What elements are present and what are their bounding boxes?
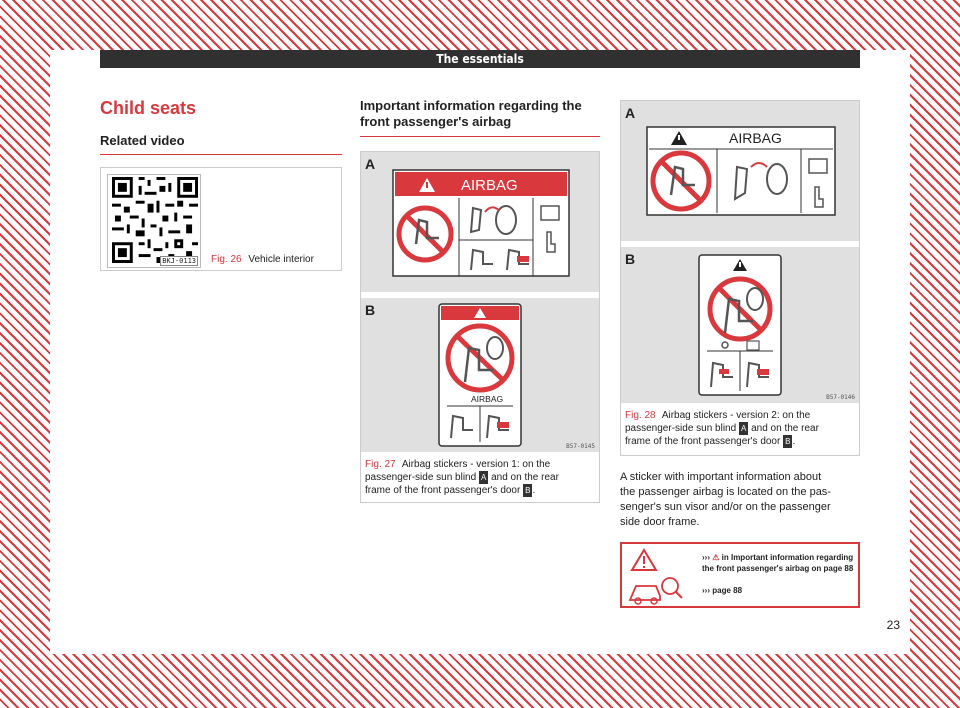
figure-caption-26 xyxy=(211,254,314,265)
chapter-title: Child seats xyxy=(100,98,197,118)
caption-mid: and on the rear xyxy=(491,472,559,483)
caption-line-2: passenger-side sun blind xyxy=(365,472,477,483)
section-title-important-info xyxy=(360,98,600,137)
figure-caption-28: Fig. 28 Airbag stickers - version 2: on the passenger-side sun blind A and on the rear frame of the front passenger's door B . xyxy=(625,410,819,447)
page-reference-text: page 88 xyxy=(712,586,743,595)
sticker-text: AIRBAG xyxy=(729,130,782,146)
warning-triangle-icon xyxy=(632,550,656,570)
panel-b-door-frame xyxy=(621,247,859,403)
caption-line-1: Airbag stickers - version 2: on the xyxy=(661,410,811,421)
figure-caption-27: Fig. 27 Airbag stickers - version 1: on the passenger-side sun blind A and on the rear frame of the front passenger's door B . xyxy=(365,459,559,496)
caption-line-3: frame of the front passenger's door xyxy=(365,485,521,496)
caption-line-2: passenger-side sun blind xyxy=(625,423,737,434)
airbag-sticker-horizontal xyxy=(361,152,599,292)
sticker-text: AIRBAG xyxy=(461,177,518,194)
warning-reference-link[interactable] xyxy=(702,552,858,574)
figure-number: Fig. 27 xyxy=(365,459,396,470)
warning-small-icon: ⚠ xyxy=(712,553,720,562)
section-title-related-video: Related video xyxy=(100,133,342,155)
caption-line-1: Airbag stickers - version 1: on the xyxy=(401,459,551,470)
body-line-2: the passenger airbag is located on the pas- xyxy=(620,486,831,498)
chapter-header: The essentials xyxy=(100,50,860,68)
panel-label-a: A xyxy=(625,105,636,121)
panel-label-b: B xyxy=(365,302,376,318)
body-paragraph xyxy=(620,470,856,530)
qr-code-icon xyxy=(112,177,198,263)
column-airbag-v2 xyxy=(620,100,860,608)
warning-icons xyxy=(626,546,696,608)
airbag-sticker-horizontal-v2 xyxy=(621,101,859,241)
ref-a: A xyxy=(740,424,747,433)
ref-b: B xyxy=(785,437,791,446)
column-child-seats xyxy=(100,98,342,271)
body-line-3: senger's sun visor and/or on the passenger xyxy=(620,501,831,513)
part-number: B57-0145 xyxy=(566,443,595,450)
page-reference-link[interactable] xyxy=(702,586,742,595)
figure-28 xyxy=(620,100,860,456)
ref-a: A xyxy=(480,473,487,482)
warning-line-1: in Important information regarding xyxy=(721,553,854,562)
column-airbag-v1 xyxy=(360,98,600,503)
qr-code[interactable] xyxy=(107,174,201,268)
body-line-4: side door frame. xyxy=(620,516,700,528)
manual-page xyxy=(50,50,910,654)
warning-reference-box xyxy=(620,542,860,608)
part-number: B57-0146 xyxy=(826,394,855,401)
video-box xyxy=(100,167,342,271)
panel-label-a: A xyxy=(365,156,376,172)
caption-mid: and on the rear xyxy=(751,423,819,434)
section-title-line-2: front passenger's airbag xyxy=(360,114,512,129)
airbag-sticker-vertical xyxy=(361,298,599,452)
panel-a-sun-blind xyxy=(621,101,859,241)
more-arrow: ››› xyxy=(702,586,710,595)
panel-a-sun-blind xyxy=(361,152,599,292)
warning-line-2: the front passenger's airbag on page 88 xyxy=(702,564,854,573)
caption-line-3: frame of the front passenger's door xyxy=(625,436,781,447)
environment-car-icon xyxy=(630,578,682,604)
ref-b: B xyxy=(525,486,531,495)
airbag-sticker-vertical-v2 xyxy=(621,247,859,403)
body-line-1: A sticker with important information about xyxy=(620,471,822,483)
panel-b-door-frame xyxy=(361,298,599,452)
figure-number: Fig. 28 xyxy=(625,410,656,421)
page-number: 23 xyxy=(886,618,900,632)
figure-caption-text: Vehicle interior xyxy=(248,254,314,265)
section-title-line-1: Important information regarding the xyxy=(360,98,582,113)
panel-label-b: B xyxy=(625,251,636,267)
video-code: BKJ-0113 xyxy=(162,257,196,265)
more-arrow: ››› xyxy=(702,553,710,562)
sticker-text: AIRBAG xyxy=(471,394,504,404)
figure-27 xyxy=(360,151,600,503)
figure-number: Fig. 26 xyxy=(211,254,242,265)
